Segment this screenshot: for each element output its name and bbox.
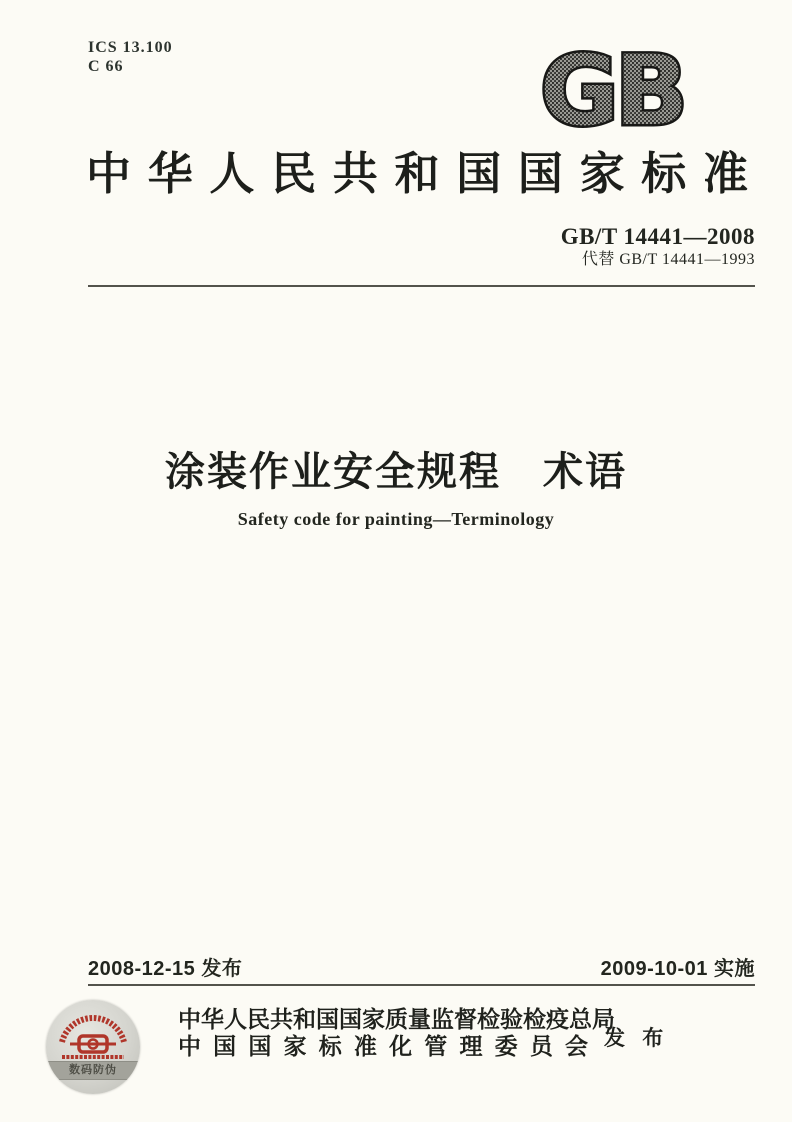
standard-number-block (561, 224, 755, 270)
stamp-band-label: 数码防伪 (46, 1061, 140, 1080)
issuer-block (178, 1006, 615, 1060)
publish-label: 发 布 (604, 1026, 670, 1050)
national-standard-heading: 中华人民共和国国家标准 (86, 149, 748, 199)
implementation-date: 2009-10-01 实施 (600, 958, 755, 980)
divider-bottom (88, 984, 755, 986)
dates-row (88, 952, 755, 981)
anti-counterfeit-stamp (46, 1000, 140, 1094)
gb-logo (512, 42, 712, 137)
standard-number: GB/T 14441—2008 (560, 224, 755, 249)
gb-logo-text: GB (540, 42, 684, 137)
ics-code: ICS 13.100 (88, 39, 173, 56)
issue-date: 2008-12-15 发布 (88, 958, 243, 980)
standard-title-chinese: 涂装作业安全规程 术语 (165, 450, 627, 494)
divider-top (88, 285, 755, 287)
issuer-line1: 中华人民共和国国家质量监督检验检疫总局 (178, 1007, 615, 1032)
issuer-line2: 中国国家标准化管理委员会 (178, 1034, 588, 1059)
replaces-note: 代替 GB/T 14441—1993 (581, 251, 755, 268)
standard-title-english: Safety code for painting—Terminology (237, 509, 555, 529)
classification-code: C 66 (88, 58, 124, 75)
classification-block (88, 38, 173, 76)
